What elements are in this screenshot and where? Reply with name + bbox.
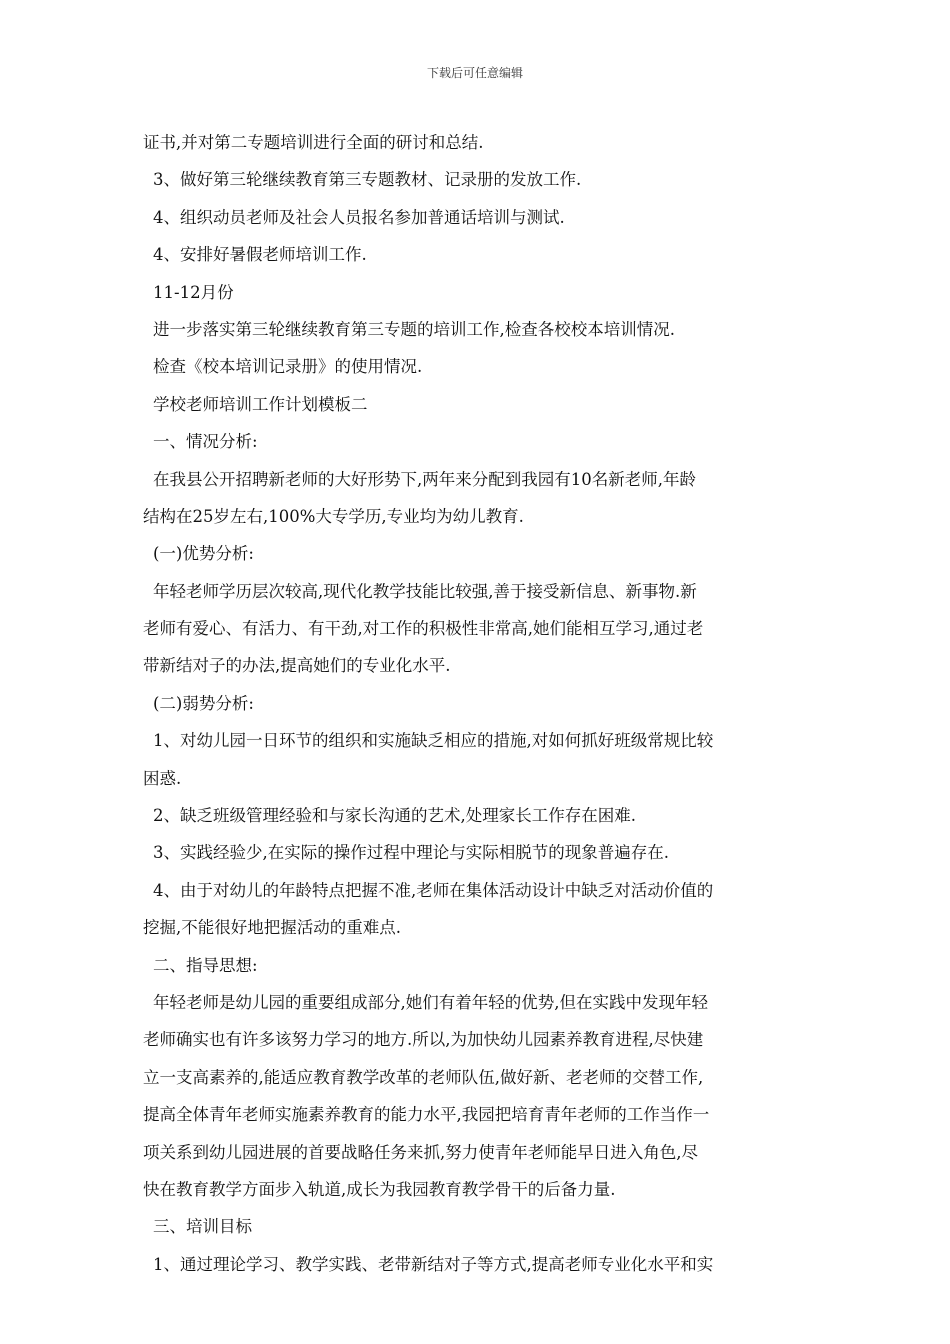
text-line: 1、通过理论学习、教学实践、老带新结对子等方式,提高老师专业化水平和实: [153, 1254, 714, 1274]
text-line: 立一支高素养的,能适应教育教学改革的老师队伍,做好新、老老师的交替工作,: [143, 1067, 704, 1087]
text-line: 4、由于对幼儿的年龄特点把握不准,老师在集体活动设计中缺乏对活动价值的: [153, 880, 714, 900]
text-line: (一)优势分析:: [153, 544, 254, 564]
text-line: 挖掘,不能很好地把握活动的重难点.: [143, 918, 401, 938]
text-line: 4、安排好暑假老师培训工作.: [153, 245, 367, 265]
text-line: 2、缺乏班级管理经验和与家长沟通的艺术,处理家长工作存在困难.: [153, 806, 636, 826]
text-line: 二、指导思想:: [153, 955, 258, 975]
text-line: 学校老师培训工作计划模板二: [153, 394, 368, 414]
text-line: 年轻老师学历层次较高,现代化教学技能比较强,善于接受新信息、新事物.新: [153, 581, 697, 601]
document-body: [143, 124, 809, 1283]
text-line: 在我县公开招聘新老师的大好形势下,两年来分配到我园有10名新老师,年龄: [153, 469, 696, 489]
text-line: 提高全体青年老师实施素养教育的能力水平,我园把培育青年老师的工作当作一: [143, 1105, 710, 1125]
page-header: 下载后可任意编辑: [426, 66, 523, 80]
text-line: (二)弱势分析:: [153, 693, 254, 713]
text-line: 3、做好第三轮继续教育第三专题教材、记录册的发放工作.: [153, 170, 582, 190]
text-line: 3、实践经验少,在实际的操作过程中理论与实际相脱节的现象普遍存在.: [153, 843, 669, 863]
text-line: 一、情况分析:: [153, 432, 258, 452]
text-line: 老师确实也有许多该努力学习的地方.所以,为加快幼儿园素养教育进程,尽快建: [143, 1030, 704, 1050]
text-line: 带新结对子的办法,提高她们的专业化水平.: [143, 656, 451, 676]
text-line: 老师有爱心、有活力、有干劲,对工作的积极性非常高,她们能相互学习,通过老: [143, 619, 704, 639]
text-line: 证书,并对第二专题培训进行全面的研讨和总结.: [143, 133, 484, 152]
text-line: 困惑.: [143, 768, 182, 788]
text-line: 4、组织动员老师及社会人员报名参加普通话培训与测试.: [153, 207, 565, 227]
text-line: 项关系到幼儿园进展的首要战略任务来抓,努力使青年老师能早日进入角色,尽: [143, 1142, 698, 1162]
text-line: 结构在25岁左右,100%大专学历,专业均为幼儿教育.: [143, 506, 524, 526]
text-line: 11-12月份: [153, 282, 234, 302]
text-line: 进一步落实第三轮继续教育第三专题的培训工作,检查各校校本培训情况.: [153, 319, 675, 339]
text-line: 三、培训目标: [153, 1217, 252, 1237]
text-line: 快在教育教学方面步入轨道,成长为我园教育教学骨干的后备力量.: [143, 1179, 616, 1199]
text-line: 检查《校本培训记录册》的使用情况.: [153, 357, 423, 377]
text-line: 1、对幼儿园一日环节的组织和实施缺乏相应的措施,对如何抓好班级常规比较: [153, 731, 714, 751]
text-line: 年轻老师是幼儿园的重要组成部分,她们有着年轻的优势,但在实践中发现年轻: [153, 992, 708, 1012]
